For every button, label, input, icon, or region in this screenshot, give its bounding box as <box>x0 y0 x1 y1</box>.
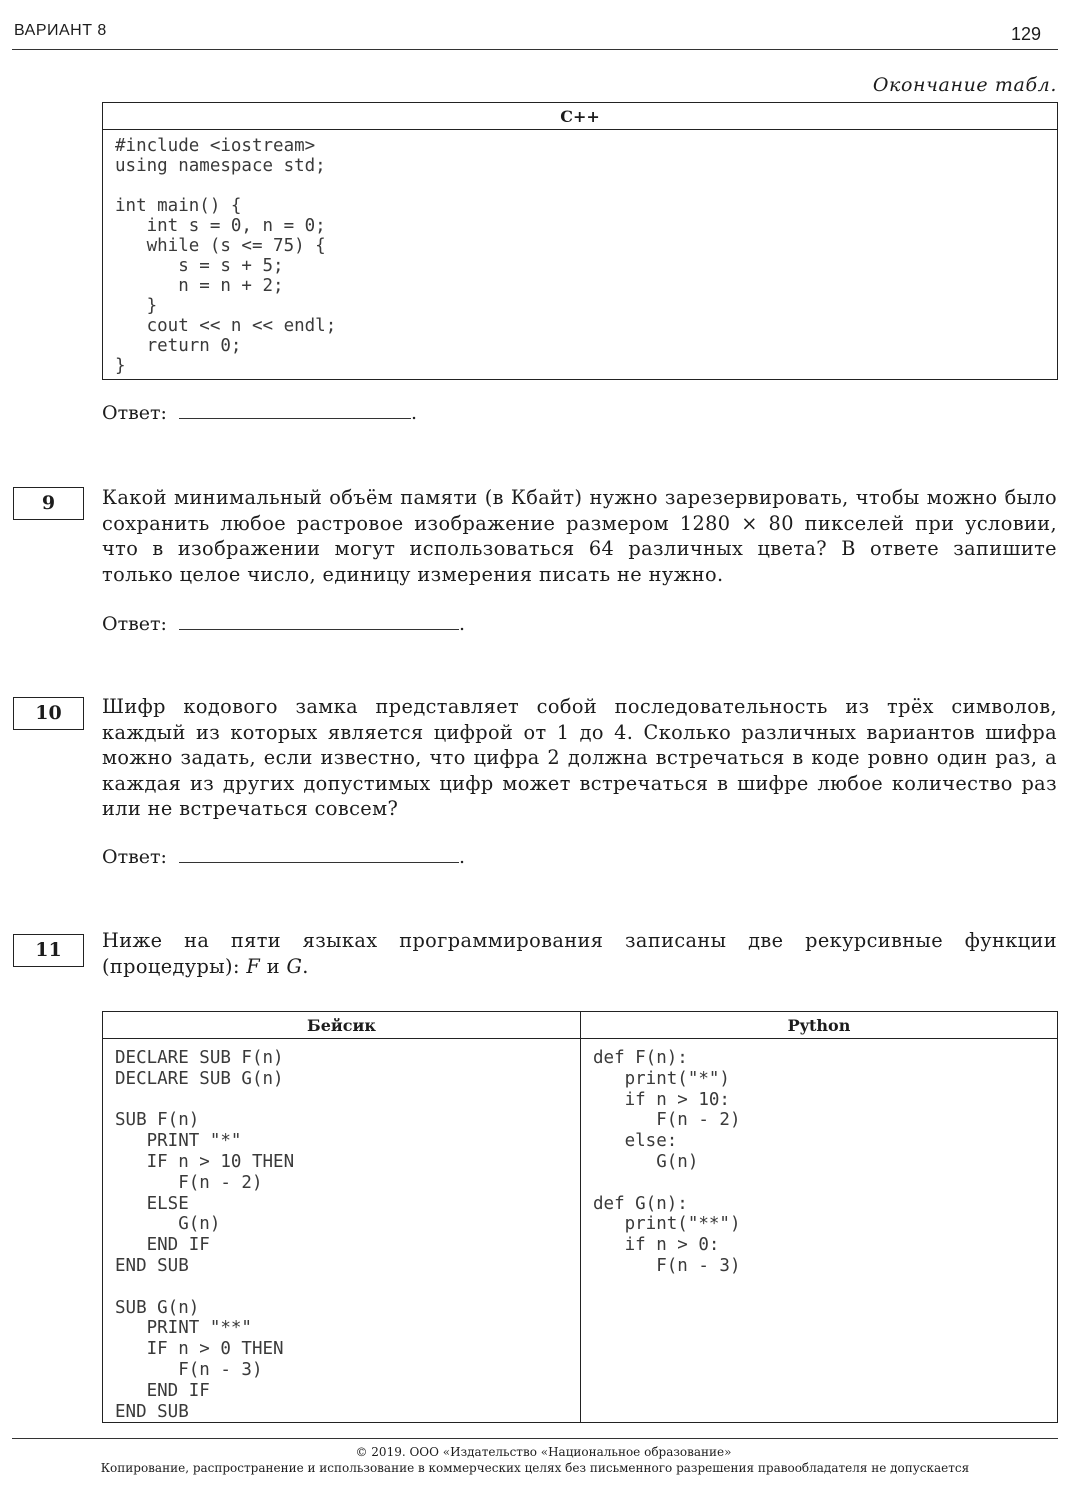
answer-line-8 <box>102 400 417 424</box>
cpp-code: #include <iostream> using namespace std; int main() { int s = 0, n = 0; while (s <= 75) { s = s + 5; n = n + 2; } cout << n << endl; return 0; } <box>115 136 337 376</box>
answer-line-10 <box>102 844 465 868</box>
page-number: 129 <box>1010 24 1041 44</box>
variant-label: ВАРИАНТ 8 <box>14 22 107 39</box>
table-continuation-note: Окончание табл. <box>872 74 1057 96</box>
task-11-text-end: . <box>302 954 309 978</box>
python-code: def F(n): print("*") if n > 10: F(n - 2) else: G(n) def G(n): print("**") if n > 0: F(n - 3) <box>593 1048 741 1276</box>
function-g-name: G <box>286 954 303 978</box>
task-number-11: 11 <box>13 934 84 967</box>
answer-label: Ответ: <box>102 402 167 424</box>
answer-field[interactable] <box>179 400 411 419</box>
copyright-notice: Копирование, распространение и использование в коммерческих целях без письменного разрешения правообладателя не допускается <box>100 1461 970 1475</box>
footer-rule <box>12 1438 1058 1439</box>
task-number-10: 10 <box>13 697 84 730</box>
task-9-text: Какой минимальный объём памяти (в Кбайт) нужно зарезервировать, чтобы можно было сохранить любое растровое изображение размером 1280 × 80 пикселей при условии, что в изображении могут использоваться 64 различных цвета? В ответе запишите только целое число, единицу измерения писать не нужно. <box>102 486 1057 586</box>
task-number-9: 9 <box>13 487 84 520</box>
cpp-code-table <box>102 102 1058 380</box>
answer-line-9 <box>102 611 465 635</box>
answer-field[interactable] <box>179 611 459 630</box>
task-11-text-and: и <box>260 954 287 978</box>
basic-code: DECLARE SUB F(n) DECLARE SUB G(n) SUB F(n) PRINT "*" IF n > 10 THEN F(n - 2) ELSE G(n) END IF END SUB SUB G(n) PRINT "**" IF n > 0 THEN F(n - 3) END IF END SUB <box>115 1048 295 1422</box>
task-11-text-part: Ниже на пяти языках программирования записаны две рекурсивные функции (процедуры): <box>102 929 1057 978</box>
answer-label: Ответ: <box>102 613 167 635</box>
basic-header: Бейсик <box>103 1012 581 1039</box>
copyright-line: © 2019. ООО «Издательство «Национальное образование» <box>355 1445 732 1459</box>
answer-period: . <box>411 402 418 424</box>
answer-period: . <box>459 613 466 635</box>
python-header: Python <box>581 1012 1058 1039</box>
header-rule <box>12 49 1058 50</box>
cpp-table-header: C++ <box>103 103 1058 130</box>
answer-field[interactable] <box>179 844 459 863</box>
task-11-text <box>102 928 1057 979</box>
answer-period: . <box>459 846 466 868</box>
answer-label: Ответ: <box>102 846 167 868</box>
function-f-name: F <box>246 954 261 978</box>
task-10-text: Шифр кодового замка представляет собой последовательность из трёх символов, каждый из которых является цифрой от 1 до 4. Сколько различных вариантов шифра можно задать, если известно, что цифра 2 должна встречаться в коде ровно один раз, а каждая из других допустимых цифр может встречаться в шифре любое количество раз или не встречаться совсем? <box>102 695 1057 820</box>
basic-python-code-table <box>102 1011 1058 1423</box>
